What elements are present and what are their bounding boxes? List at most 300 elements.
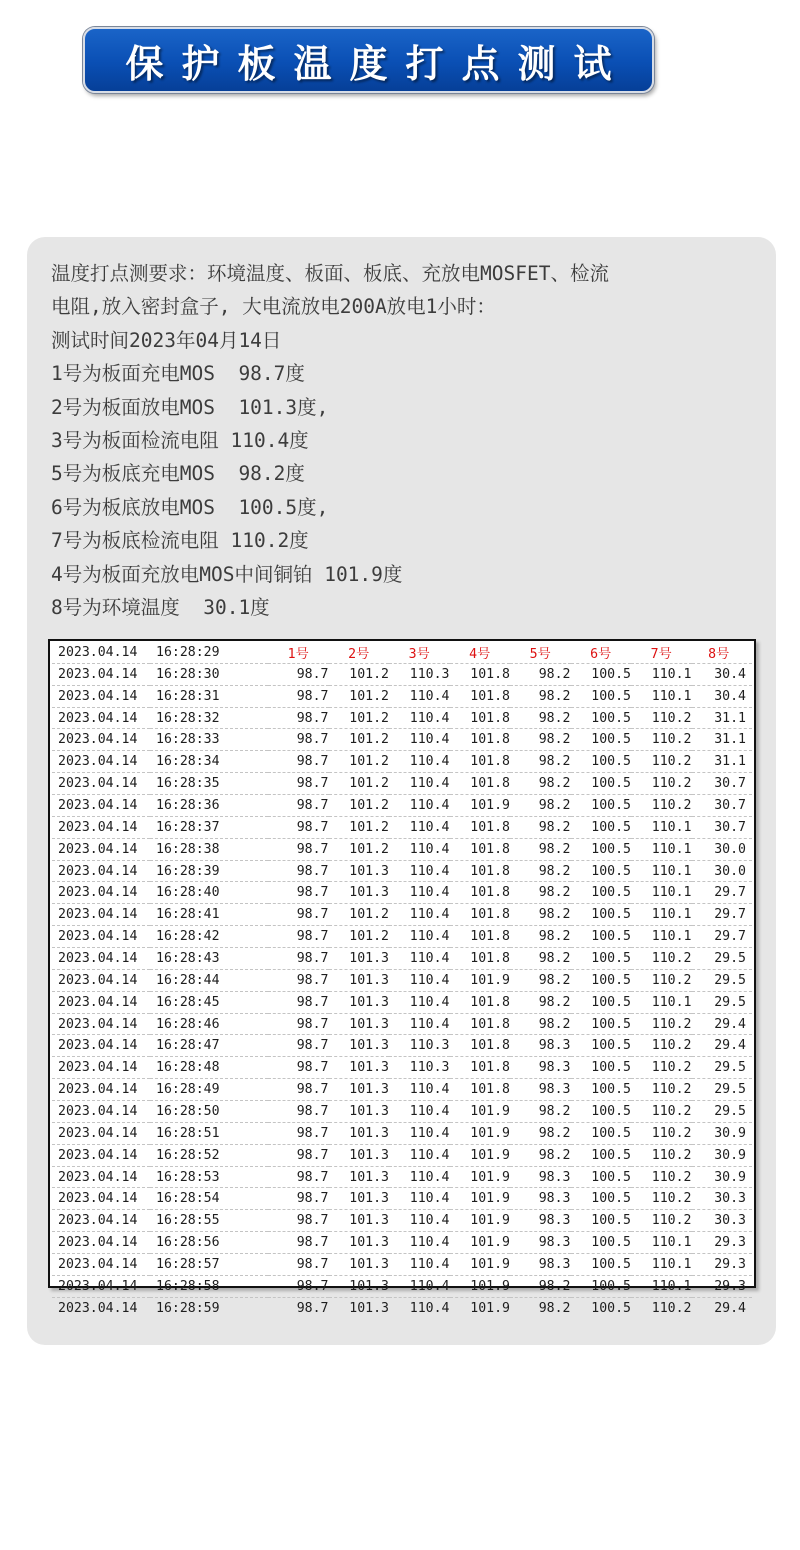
temperature-cell: 98.7 xyxy=(268,1188,329,1210)
temperature-cell: 30.3 xyxy=(692,1188,753,1210)
time-cell: 16:28:43 xyxy=(150,948,268,970)
temperature-cell: 29.7 xyxy=(692,926,753,948)
table-row xyxy=(52,1144,752,1166)
temperature-cell: 101.9 xyxy=(450,1188,511,1210)
temperature-cell: 101.8 xyxy=(450,838,511,860)
temperature-cell: 98.2 xyxy=(510,751,571,773)
date-cell: 2023.04.14 xyxy=(52,969,150,991)
description-line: 温度打点测要求：环境温度、板面、板底、充放电MOSFET、检流 xyxy=(51,262,609,285)
temperature-cell: 100.5 xyxy=(571,860,632,882)
temperature-cell: 98.2 xyxy=(510,663,571,685)
temperature-cell: 110.2 xyxy=(631,1188,692,1210)
temperature-cell: 101.9 xyxy=(450,1144,511,1166)
temperature-cell: 110.3 xyxy=(389,1057,450,1079)
time-cell: 16:28:57 xyxy=(150,1254,268,1276)
temperature-cell: 98.7 xyxy=(268,838,329,860)
description-line: 测试时间2023年04月14日 xyxy=(51,328,282,352)
time-cell: 16:28:48 xyxy=(150,1057,268,1079)
temperature-cell: 101.2 xyxy=(329,685,390,707)
temperature-cell: 110.4 xyxy=(389,838,450,860)
temperature-cell: 98.7 xyxy=(296,1300,329,1316)
temperature-cell: 101.8 xyxy=(450,1013,511,1035)
temperature-cell: 98.3 xyxy=(510,1210,571,1232)
temperature-cell: 100.5 xyxy=(571,1166,632,1188)
temperature-cell: 101.3 xyxy=(349,1300,389,1316)
temperature-cell: 110.4 xyxy=(389,1275,450,1297)
temperature-cell: 101.2 xyxy=(329,707,390,729)
temperature-cell: 98.7 xyxy=(268,926,329,948)
temperature-cell: 30.7 xyxy=(692,816,753,838)
temperature-cell: 98.7 xyxy=(268,707,329,729)
table-row xyxy=(52,904,752,926)
temperature-cell: 29.7 xyxy=(692,882,753,904)
temperature-cell: 110.2 xyxy=(631,1122,692,1144)
temperature-cell: 29.5 xyxy=(692,1079,753,1101)
time-cell: 16:28:51 xyxy=(150,1122,268,1144)
temperature-cell: 100.5 xyxy=(571,816,632,838)
temperature-cell: 101.3 xyxy=(329,1275,390,1297)
temperature-cell: 30.0 xyxy=(692,860,753,882)
temperature-cell: 100.5 xyxy=(571,663,632,685)
temperature-cell: 110.1 xyxy=(631,1254,692,1276)
sensor-label-cell: 4号 xyxy=(450,642,511,663)
temperature-cell: 110.4 xyxy=(389,1254,450,1276)
table-row xyxy=(52,1297,752,1318)
temperature-cell: 98.7 xyxy=(268,1210,329,1232)
time-cell: 16:28:58 xyxy=(150,1275,268,1297)
date-cell: 2023.04.14 xyxy=(52,1188,150,1210)
temperature-cell: 100.5 xyxy=(591,1300,631,1316)
temperature-cell: 101.8 xyxy=(450,948,511,970)
date-cell: 2023.04.14 xyxy=(52,1254,150,1276)
temperature-cell: 101.3 xyxy=(329,1144,390,1166)
temperature-cell: 98.7 xyxy=(268,991,329,1013)
table-row xyxy=(52,1166,752,1188)
table-row xyxy=(52,991,752,1013)
temperature-cell: 101.3 xyxy=(329,1188,390,1210)
temperature-cell: 100.5 xyxy=(571,1210,632,1232)
table-row xyxy=(52,729,752,751)
date-cell: 2023.04.14 xyxy=(52,1275,150,1297)
time-cell: 16:28:38 xyxy=(150,838,268,860)
temperature-cell: 101.8 xyxy=(450,860,511,882)
temperature-cell: 98.2 xyxy=(510,904,571,926)
temperature-cell: 101.8 xyxy=(450,991,511,1013)
title-banner xyxy=(83,27,654,93)
temperature-cell: 101.2 xyxy=(329,729,390,751)
temperature-cell: 98.2 xyxy=(510,860,571,882)
time-cell: 16:28:56 xyxy=(150,1232,268,1254)
page-title: 保护板温度打点测试 xyxy=(125,41,630,86)
temperature-cell: 30.9 xyxy=(692,1144,753,1166)
date-cell: 2023.04.14 xyxy=(52,751,150,773)
temperature-cell: 110.2 xyxy=(631,969,692,991)
sensor-label-cell: 3号 xyxy=(389,642,450,663)
temperature-cell: 98.7 xyxy=(268,1057,329,1079)
temperature-cell: 110.2 xyxy=(631,773,692,795)
temperature-cell: 29.4 xyxy=(692,1013,753,1035)
time-cell: 16:28:35 xyxy=(150,773,268,795)
temperature-cell: 101.9 xyxy=(450,1122,511,1144)
description-line: 4号为板面充放电MOS中间铜铂 101.9度 xyxy=(51,562,403,586)
time-cell: 16:28:36 xyxy=(150,795,268,817)
description-line: 6号为板底放电MOS 100.5度, xyxy=(51,495,329,519)
temperature-cell: 110.1 xyxy=(631,991,692,1013)
temperature-cell: 100.5 xyxy=(571,1057,632,1079)
table-row xyxy=(52,860,752,882)
description-line: 2号为板面放电MOS 101.3度, xyxy=(51,395,329,419)
temperature-cell: 29.5 xyxy=(692,948,753,970)
temperature-cell: 98.2 xyxy=(510,969,571,991)
temperature-cell: 100.5 xyxy=(571,948,632,970)
temperature-cell: 101.3 xyxy=(329,1210,390,1232)
temperature-cell: 31.1 xyxy=(692,729,753,751)
temperature-cell: 101.8 xyxy=(450,773,511,795)
temperature-cell: 101.3 xyxy=(329,1254,390,1276)
time-cell: 16:28:39 xyxy=(150,860,268,882)
table-row xyxy=(52,838,752,860)
date-cell: 2023.04.14 xyxy=(52,773,150,795)
temperature-cell: 101.3 xyxy=(329,1232,390,1254)
temperature-cell: 101.3 xyxy=(329,969,390,991)
description-line: 1号为板面充电MOS 98.7度 xyxy=(51,362,305,386)
temperature-cell: 110.4 xyxy=(389,948,450,970)
temperature-cell: 101.3 xyxy=(329,1101,390,1123)
temperature-cell: 110.4 xyxy=(389,1144,450,1166)
temperature-cell: 100.5 xyxy=(571,969,632,991)
date-cell: 2023.04.14 xyxy=(52,1013,150,1035)
temperature-cell: 101.2 xyxy=(329,838,390,860)
time-cell: 16:28:53 xyxy=(150,1166,268,1188)
table-row xyxy=(52,1035,752,1057)
temperature-cell: 110.2 xyxy=(631,1013,692,1035)
temperature-cell: 30.9 xyxy=(692,1122,753,1144)
temperature-cell: 29.5 xyxy=(692,1057,753,1079)
temperature-cell: 29.5 xyxy=(692,991,753,1013)
temperature-cell: 101.3 xyxy=(329,1013,390,1035)
temperature-cell: 30.9 xyxy=(692,1166,753,1188)
temperature-cell: 101.8 xyxy=(450,707,511,729)
temperature-cell: 101.9 xyxy=(450,1232,511,1254)
temperature-cell: 101.8 xyxy=(450,904,511,926)
date-cell: 2023.04.14 xyxy=(52,991,150,1013)
time-cell: 16:28:33 xyxy=(150,729,268,751)
temperature-cell: 110.4 xyxy=(389,1079,450,1101)
temperature-cell: 110.2 xyxy=(631,1166,692,1188)
temperature-cell: 110.4 xyxy=(389,816,450,838)
time-cell: 16:28:59 xyxy=(156,1300,220,1316)
temperature-cell: 110.2 xyxy=(631,707,692,729)
time-cell: 16:28:40 xyxy=(150,882,268,904)
temperature-cell: 101.3 xyxy=(329,1122,390,1144)
date-cell: 2023.04.14 xyxy=(52,1122,150,1144)
temperature-cell: 31.1 xyxy=(692,751,753,773)
time-cell: 16:28:29 xyxy=(150,642,268,663)
temperature-cell: 110.1 xyxy=(631,838,692,860)
temperature-log-table xyxy=(52,642,752,1319)
temperature-cell: 98.2 xyxy=(510,1013,571,1035)
temperature-cell: 98.2 xyxy=(510,1122,571,1144)
time-cell: 16:28:52 xyxy=(150,1144,268,1166)
temperature-cell: 100.5 xyxy=(571,685,632,707)
temperature-cell: 101.2 xyxy=(329,926,390,948)
temperature-cell: 98.2 xyxy=(538,1300,571,1316)
temperature-cell: 98.2 xyxy=(510,707,571,729)
temperature-cell: 110.4 xyxy=(389,751,450,773)
temperature-cell: 110.2 xyxy=(631,751,692,773)
temperature-log-sheet xyxy=(48,639,756,1316)
table-row xyxy=(52,751,752,773)
temperature-cell: 30.3 xyxy=(692,1210,753,1232)
table-row xyxy=(52,1057,752,1079)
temperature-cell: 110.4 xyxy=(389,707,450,729)
temperature-cell: 98.2 xyxy=(510,1144,571,1166)
table-row xyxy=(52,816,752,838)
temperature-cell: 101.9 xyxy=(450,795,511,817)
temperature-cell: 100.5 xyxy=(571,1275,632,1297)
temperature-cell: 100.5 xyxy=(571,729,632,751)
temperature-cell: 98.7 xyxy=(268,1035,329,1057)
temperature-cell: 110.2 xyxy=(651,1300,692,1316)
temperature-cell: 98.3 xyxy=(510,1079,571,1101)
temperature-cell: 98.7 xyxy=(268,1013,329,1035)
temperature-cell: 101.3 xyxy=(329,991,390,1013)
temperature-cell: 100.5 xyxy=(571,926,632,948)
temperature-cell: 100.5 xyxy=(571,904,632,926)
time-cell: 16:28:42 xyxy=(150,926,268,948)
temperature-cell: 101.3 xyxy=(329,1035,390,1057)
temperature-cell: 30.0 xyxy=(692,838,753,860)
temperature-cell: 110.3 xyxy=(389,1035,450,1057)
temperature-cell: 101.9 xyxy=(450,1275,511,1297)
temperature-cell: 98.7 xyxy=(268,904,329,926)
description-line: 电阻,放入密封盒子, 大电流放电200A放电1小时： xyxy=(51,295,496,319)
temperature-cell: 30.4 xyxy=(692,685,753,707)
temperature-cell: 110.1 xyxy=(631,882,692,904)
temperature-cell: 110.2 xyxy=(631,1101,692,1123)
temperature-cell: 29.4 xyxy=(714,1300,746,1316)
temperature-cell: 110.2 xyxy=(631,729,692,751)
temperature-cell: 101.2 xyxy=(329,773,390,795)
temperature-cell: 30.4 xyxy=(692,663,753,685)
date-cell: 2023.04.14 xyxy=(52,685,150,707)
temperature-cell: 101.2 xyxy=(329,904,390,926)
temperature-cell: 98.7 xyxy=(268,1166,329,1188)
temperature-cell: 110.4 xyxy=(389,991,450,1013)
time-cell: 16:28:37 xyxy=(150,816,268,838)
temperature-cell: 101.2 xyxy=(329,751,390,773)
temperature-cell: 98.2 xyxy=(510,685,571,707)
time-cell: 16:28:50 xyxy=(150,1101,268,1123)
temperature-cell: 101.9 xyxy=(450,1166,511,1188)
temperature-cell: 101.2 xyxy=(329,816,390,838)
temperature-cell: 110.3 xyxy=(389,663,450,685)
temperature-cell: 101.9 xyxy=(470,1300,510,1316)
date-cell: 2023.04.14 xyxy=(52,926,150,948)
temperature-cell: 101.3 xyxy=(329,1079,390,1101)
date-cell: 2023.04.14 xyxy=(52,1232,150,1254)
date-cell: 2023.04.14 xyxy=(52,816,150,838)
temperature-cell: 110.2 xyxy=(631,1035,692,1057)
temperature-cell: 101.8 xyxy=(450,751,511,773)
temperature-cell: 101.3 xyxy=(329,948,390,970)
table-row xyxy=(52,795,752,817)
temperature-cell: 101.2 xyxy=(329,795,390,817)
table-row xyxy=(52,926,752,948)
temperature-cell: 101.9 xyxy=(450,1210,511,1232)
temperature-cell: 101.8 xyxy=(450,663,511,685)
temperature-cell: 101.8 xyxy=(450,1035,511,1057)
table-row xyxy=(52,1079,752,1101)
temperature-cell: 98.3 xyxy=(510,1232,571,1254)
description-line: 8号为环境温度 30.1度 xyxy=(51,596,270,620)
temperature-cell: 100.5 xyxy=(571,1232,632,1254)
temperature-cell: 98.3 xyxy=(510,1188,571,1210)
table-row xyxy=(52,1254,752,1276)
temperature-cell: 101.3 xyxy=(329,860,390,882)
date-cell: 2023.04.14 xyxy=(52,729,150,751)
temperature-cell: 98.7 xyxy=(268,1101,329,1123)
temperature-cell: 110.4 xyxy=(389,904,450,926)
temperature-cell: 98.2 xyxy=(510,773,571,795)
sensor-label-cell: 8号 xyxy=(692,642,753,663)
temperature-cell: 110.2 xyxy=(631,1057,692,1079)
date-cell: 2023.04.14 xyxy=(52,1166,150,1188)
date-cell: 2023.04.14 xyxy=(52,707,150,729)
temperature-cell: 29.4 xyxy=(692,1035,753,1057)
date-cell: 2023.04.14 xyxy=(52,882,150,904)
table-row xyxy=(52,1122,752,1144)
temperature-cell: 110.2 xyxy=(631,1144,692,1166)
temperature-cell: 100.5 xyxy=(571,1122,632,1144)
table-row xyxy=(52,707,752,729)
time-cell: 16:28:54 xyxy=(150,1188,268,1210)
time-cell: 16:28:44 xyxy=(150,969,268,991)
time-cell: 16:28:45 xyxy=(150,991,268,1013)
temperature-cell: 98.2 xyxy=(510,838,571,860)
temperature-cell: 98.7 xyxy=(268,773,329,795)
test-description xyxy=(51,257,751,624)
date-cell: 2023.04.14 xyxy=(52,1079,150,1101)
temperature-cell: 101.9 xyxy=(450,1254,511,1276)
table-row xyxy=(52,882,752,904)
temperature-cell: 110.2 xyxy=(631,948,692,970)
date-cell: 2023.04.14 xyxy=(52,1101,150,1123)
temperature-cell: 110.4 xyxy=(389,926,450,948)
temperature-cell: 101.3 xyxy=(329,1057,390,1079)
temperature-cell: 30.7 xyxy=(692,773,753,795)
description-line: 5号为板底充电MOS 98.2度 xyxy=(51,462,305,486)
time-cell: 16:28:41 xyxy=(150,904,268,926)
temperature-cell: 101.9 xyxy=(450,1101,511,1123)
sensor-label-cell: 5号 xyxy=(510,642,571,663)
time-cell: 16:28:55 xyxy=(150,1210,268,1232)
temperature-cell: 110.1 xyxy=(631,685,692,707)
date-cell: 2023.04.14 xyxy=(52,795,150,817)
temperature-cell: 98.2 xyxy=(510,948,571,970)
temperature-cell: 101.9 xyxy=(450,969,511,991)
table-row xyxy=(52,685,752,707)
temperature-cell: 110.4 xyxy=(389,1166,450,1188)
temperature-cell: 98.7 xyxy=(268,663,329,685)
date-cell: 2023.04.14 xyxy=(52,1144,150,1166)
temperature-cell: 110.4 xyxy=(389,1232,450,1254)
temperature-cell: 98.7 xyxy=(268,1144,329,1166)
temperature-cell: 100.5 xyxy=(571,751,632,773)
temperature-cell: 30.7 xyxy=(692,795,753,817)
date-cell: 2023.04.14 xyxy=(52,948,150,970)
temperature-cell: 110.4 xyxy=(389,1013,450,1035)
temperature-cell: 98.3 xyxy=(510,1035,571,1057)
temperature-cell: 101.3 xyxy=(329,882,390,904)
temperature-cell: 100.5 xyxy=(571,1035,632,1057)
temperature-cell: 29.3 xyxy=(692,1232,753,1254)
table-row xyxy=(52,1210,752,1232)
temperature-cell: 101.3 xyxy=(329,1166,390,1188)
temperature-cell: 110.2 xyxy=(631,1079,692,1101)
temperature-cell: 110.4 xyxy=(389,795,450,817)
temperature-cell: 98.7 xyxy=(268,882,329,904)
table-row xyxy=(52,773,752,795)
sensor-label-cell: 7号 xyxy=(631,642,692,663)
temperature-cell: 110.1 xyxy=(631,860,692,882)
temperature-cell: 110.4 xyxy=(389,1188,450,1210)
temperature-cell: 29.3 xyxy=(692,1254,753,1276)
time-cell: 16:28:46 xyxy=(150,1013,268,1035)
temperature-cell: 100.5 xyxy=(571,1101,632,1123)
temperature-cell: 31.1 xyxy=(692,707,753,729)
temperature-cell: 110.1 xyxy=(631,663,692,685)
table-row xyxy=(52,969,752,991)
temperature-cell: 100.5 xyxy=(571,707,632,729)
temperature-cell: 98.2 xyxy=(510,926,571,948)
temperature-cell: 110.4 xyxy=(389,1122,450,1144)
temperature-cell: 110.4 xyxy=(389,685,450,707)
temperature-cell: 110.4 xyxy=(389,860,450,882)
temperature-cell: 29.3 xyxy=(692,1275,753,1297)
temperature-cell: 100.5 xyxy=(571,1013,632,1035)
temperature-cell: 101.8 xyxy=(450,685,511,707)
date-cell: 2023.04.14 xyxy=(52,663,150,685)
temperature-cell: 101.2 xyxy=(329,663,390,685)
temperature-cell: 98.7 xyxy=(268,1232,329,1254)
temperature-cell: 98.7 xyxy=(268,1275,329,1297)
date-cell: 2023.04.14 xyxy=(52,1035,150,1057)
table-row xyxy=(52,1188,752,1210)
temperature-cell: 110.1 xyxy=(631,926,692,948)
temperature-cell: 100.5 xyxy=(571,838,632,860)
temperature-cell: 98.7 xyxy=(268,1254,329,1276)
temperature-cell: 98.2 xyxy=(510,816,571,838)
sensor-label-cell: 2号 xyxy=(329,642,390,663)
temperature-cell: 110.4 xyxy=(389,773,450,795)
temperature-cell: 98.7 xyxy=(268,816,329,838)
temperature-cell: 98.2 xyxy=(510,1101,571,1123)
table-row xyxy=(52,663,752,685)
description-line: 7号为板底检流电阻 110.2度 xyxy=(51,529,309,553)
temperature-cell: 98.2 xyxy=(510,991,571,1013)
time-cell: 16:28:30 xyxy=(150,663,268,685)
sensor-label-cell: 6号 xyxy=(571,642,632,663)
temperature-cell: 100.5 xyxy=(571,991,632,1013)
temperature-cell: 110.2 xyxy=(631,795,692,817)
temperature-cell: 101.8 xyxy=(450,1057,511,1079)
temperature-cell: 110.4 xyxy=(389,1210,450,1232)
table-row xyxy=(52,1275,752,1297)
temperature-cell: 98.7 xyxy=(268,729,329,751)
temperature-cell: 98.2 xyxy=(510,1275,571,1297)
temperature-cell: 98.7 xyxy=(268,1122,329,1144)
